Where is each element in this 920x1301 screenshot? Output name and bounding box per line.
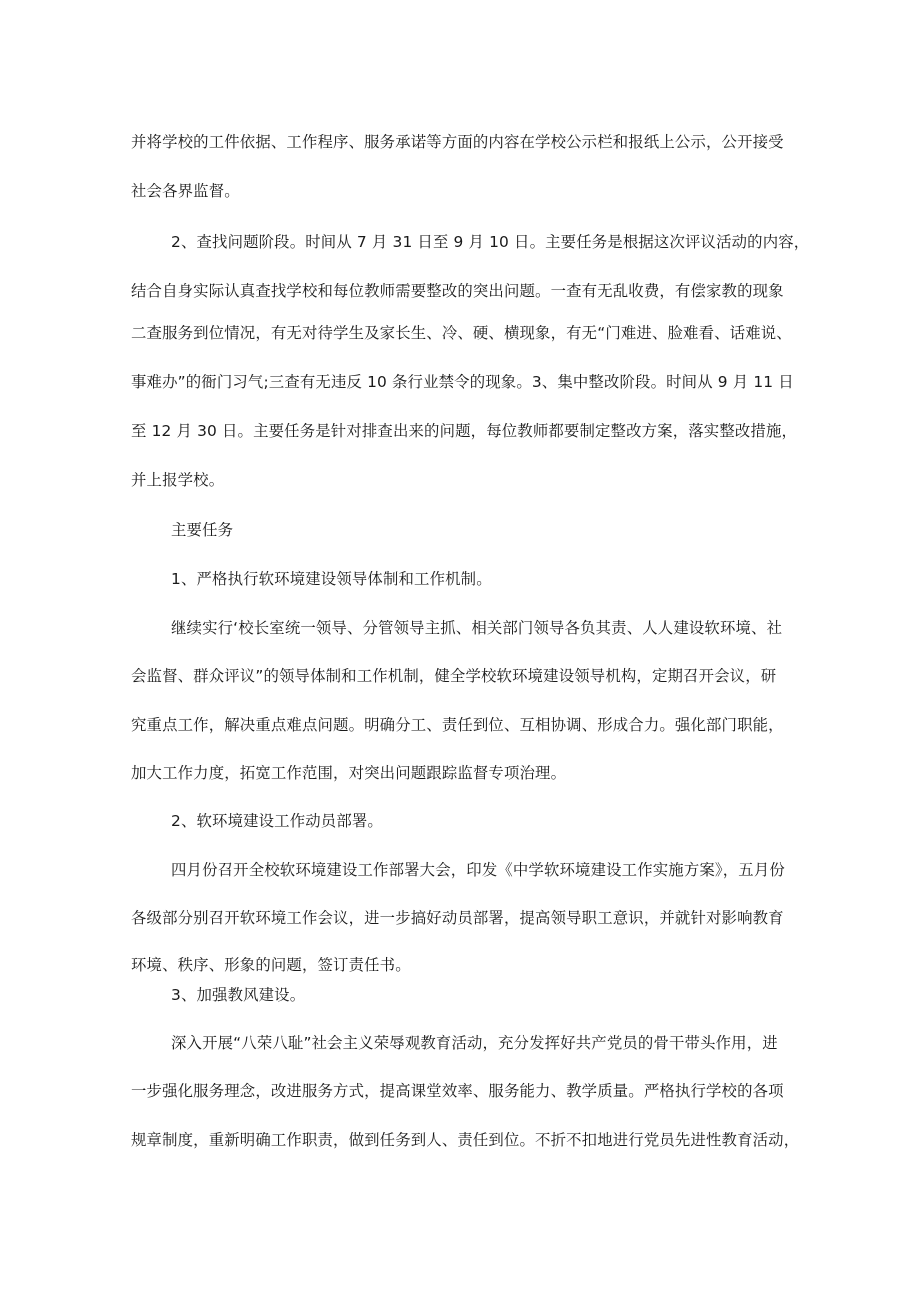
text-line: 四月份召开全校软环境建设工作部署大会，印发《中学软环境建设工作实施方案》，五月份 bbox=[171, 861, 785, 879]
text-line: 一步强化服务理念，改进服务方式，提高课堂效率、服务能力、教学质量。严格执行学校的各项 bbox=[131, 1082, 784, 1100]
text-line: 环境、秩序、形象的问题，签订责任书。 bbox=[131, 956, 411, 974]
text-line: 至 12 月 30 日。主要任务是针对排查出来的问题，每位教师都要制定整改方案，落实整改措施， bbox=[131, 422, 798, 440]
text-line: 2、软环境建设工作动员部署。 bbox=[171, 812, 383, 830]
text-line: 事难办”的衙门习气;三查有无违反 10 条行业禁令的现象。3、集中整改阶段。时间从 9 月 11 日 bbox=[131, 373, 794, 391]
text-line: 2、查找问题阶段。时间从 7 月 31 日至 9 月 10 日。主要任务是根据这次评议活动的内容， bbox=[171, 233, 810, 251]
text-line: 加大工作力度，拓宽工作范围，对突出问题跟踪监督专项治理。 bbox=[131, 764, 567, 782]
text-line: 1、严格执行软环境建设领导体制和工作机制。 bbox=[171, 570, 492, 588]
text-line: 社会各界监督。 bbox=[131, 182, 240, 200]
text-line: 究重点工作，解决重点难点问题。明确分工、责任到位、互相协调、形成合力。强化部门职能， bbox=[131, 716, 784, 734]
text-line: 继续实行‘校长室统一领导、分管领导主抓、相关部门领导各负其责、人人建设软环境、社 bbox=[171, 619, 783, 637]
text-line: 深入开展“八荣八耻”社会主义荣辱观教育活动，充分发挥好共产党员的骨干带头作用，进 bbox=[171, 1034, 778, 1052]
text-line: 结合自身实际认真查找学校和每位教师需要整改的突出问题。一查有无乱收费，有偿家教的现象 bbox=[131, 282, 784, 300]
text-line: 3、加强教风建设。 bbox=[171, 986, 306, 1004]
text-line: 会监督、群众评议”的领导体制和工作机制，健全学校软环境建设领导机构，定期召开会议，研 bbox=[131, 667, 777, 685]
text-line: 并将学校的工件依据、工作程序、服务承诺等方面的内容在学校公示栏和报纸上公示，公开接受 bbox=[131, 133, 784, 151]
text-line: 二查服务到位情况，有无对待学生及家长生、冷、硬、横现象，有无“门难进、脸难看、话难说、 bbox=[131, 324, 792, 342]
section-heading: 主要任务 bbox=[171, 521, 234, 539]
text-line: 各级部分别召开软环境工作会议，进一步搞好动员部署，提高领导职工意识，并就针对影响教育 bbox=[131, 909, 784, 927]
text-line: 规章制度，重新明确工作职责，做到任务到人、责任到位。不折不扣地进行党员先进性教育活动， bbox=[131, 1131, 800, 1149]
text-line: 并上报学校。 bbox=[131, 471, 225, 489]
